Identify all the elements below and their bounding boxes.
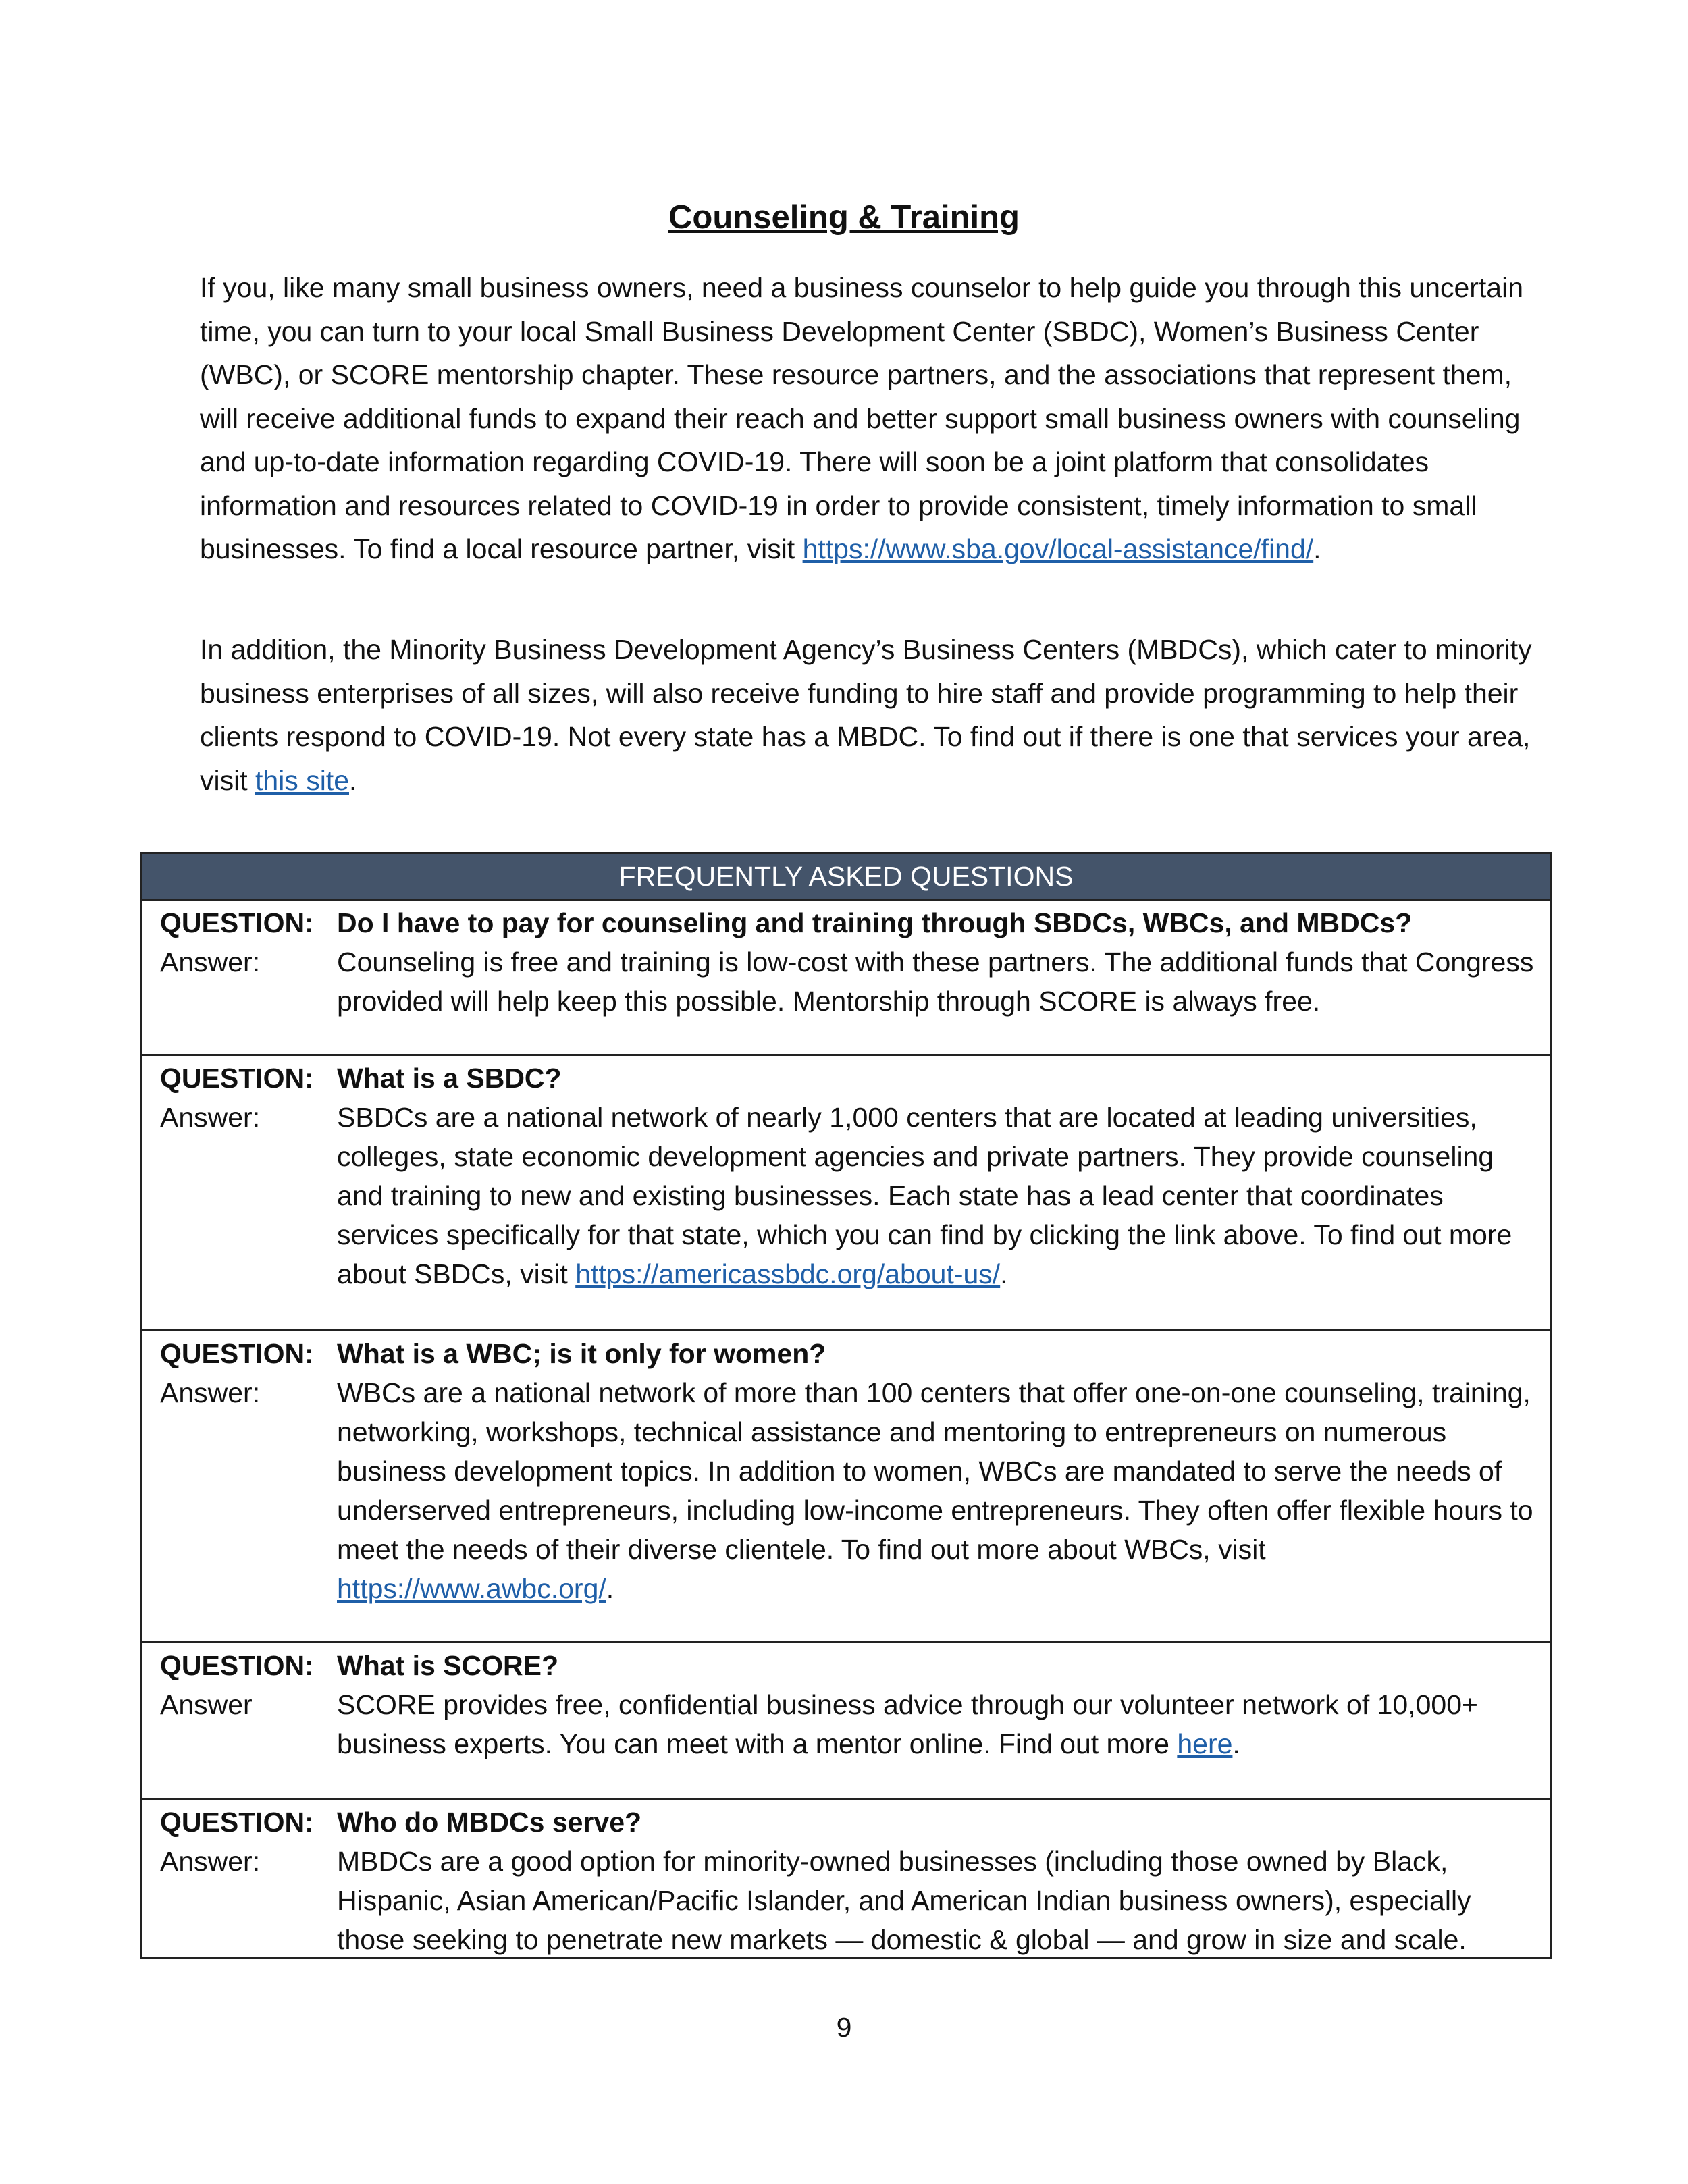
awbc-link[interactable]: https://www.awbc.org/ [337,1573,606,1604]
faq-answer [337,1098,1539,1294]
score-here-link[interactable]: here [1177,1728,1233,1759]
faq-question: What is SCORE? [337,1650,559,1681]
question-label: QUESTION: [160,1338,314,1369]
question-label: QUESTION: [160,907,314,938]
intro-paragraph-1-text: If you, like many small business owners, need a business counselor to help guide you through this uncertain time, you can turn to your local Small Business Development Center (SBDC), Women’s Business Center (WBC), or SCORE mentorship chapter. These resource partners, and the associations that represent them, will receive additional funds to expand their reach and better support small business owners with counseling and up-to-date information regarding COVID-19. There will soon be a joint platform that consolidates information and resources related to COVID-19 in order to provide consistent, timely information to small businesses. To find a local resource partner, visit [200,272,1524,564]
intro-paragraph-1 [200,266,1544,571]
faq-row [142,1643,1550,1800]
faq-answer-text: SBDCs are a national network of nearly 1,000 centers that are located at leading universities, colleges, state economic development agencies and private partners. They provide counseling and training to new and existing businesses. Each state has a lead center that coordinates services specifically for that state, which you can find by clicking the link above. To find out more about SBDCs, visit [337,1102,1512,1289]
faq-table [140,852,1552,1959]
answer-label: Answer [160,1689,253,1720]
faq-question: Who do MBDCs serve? [337,1807,642,1838]
intro-paragraph-2-text: In addition, the Minority Business Development Agency’s Business Centers (MBDCs), which cater to minority business enterprises of all sizes, will also receive funding to hire staff and provide programming to help their clients respond to COVID-19. Not every state has a MBDC. To find out if there is one that services your area, visit [200,634,1532,796]
faq-row [142,1800,1550,1959]
faq-answer-text: Counseling is free and training is low-cost with these partners. The additional funds that Congress provided will help keep this possible. Mentorship through SCORE is always free. [337,947,1534,1017]
faq-answer-end: . [1000,1258,1008,1289]
faq-row [142,1056,1550,1331]
faq-header: FREQUENTLY ASKED QUESTIONS [142,854,1550,901]
faq-answer [337,1842,1539,1959]
answer-label: Answer: [160,1846,261,1877]
question-label: QUESTION: [160,1650,314,1681]
answer-label: Answer: [160,1102,261,1133]
faq-question: What is a WBC; is it only for women? [337,1338,826,1369]
question-label: QUESTION: [160,1807,314,1838]
faq-answer-end: . [606,1573,614,1604]
faq-answer [337,1685,1539,1763]
faq-answer-end: . [1232,1728,1240,1759]
sba-local-assistance-link[interactable]: https://www.sba.gov/local-assistance/find/ [802,533,1314,564]
intro-paragraph-2-end: . [349,764,357,796]
answer-label: Answer: [160,947,261,978]
question-label: QUESTION: [160,1063,314,1094]
faq-question: What is a SBDC? [337,1063,562,1094]
intro-paragraph-1-end: . [1313,533,1321,564]
faq-answer [337,1373,1539,1608]
answer-label: Answer: [160,1377,261,1408]
page-title: Counseling & Training [668,199,1020,236]
faq-question: Do I have to pay for counseling and training through SBDCs, WBCs, and MBDCs? [337,907,1413,938]
faq-answer-text: WBCs are a national network of more than 100 centers that offer one-on-one counseling, training, networking, workshops, technical assistance and mentoring to entrepreneurs on numerous business development topics. In addition to women, WBCs are mandated to serve the needs of underserved entrepreneurs, including low-income entrepreneurs. They often offer flexible hours to meet the needs of their diverse clientele. To find out more about WBCs, visit [337,1377,1533,1565]
faq-row [142,901,1550,1056]
faq-answer-text: MBDCs are a good option for minority-owned businesses (including those owned by Black, Hispanic, Asian American/Pacific Islander, and American Indian business owners), especially those seeking to penetrate new markets — domestic & global — and grow in size and scale. [337,1846,1471,1955]
americas-sbdc-link[interactable]: https://americassbdc.org/about-us/ [575,1258,1001,1289]
faq-answer [337,942,1539,1021]
faq-row [142,1331,1550,1643]
mbdc-site-link[interactable]: this site [255,764,349,796]
faq-answer-text: SCORE provides free, confidential business advice through our volunteer network of 10,000+ business experts. You can meet with a mentor online. Find out more [337,1689,1478,1759]
intro-paragraph-2 [200,628,1544,802]
page-number: 9 [836,2012,852,2043]
